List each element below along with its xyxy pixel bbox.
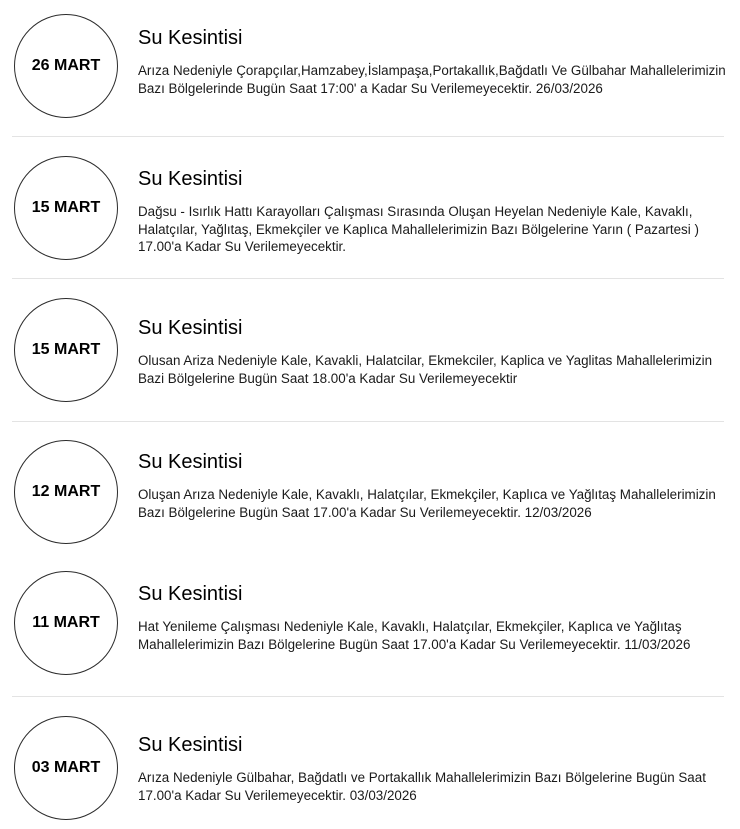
divider [12, 421, 724, 422]
divider [12, 136, 724, 137]
announcement-title[interactable]: Su Kesintisi [138, 583, 243, 605]
announcement-body: Hat Yenileme Çalışması Nedeniyle Kale, Kavaklı, Halatçılar, Ekmekçiler, Kaplıca ve Yağlıtaş Mahallelerimizin Bazı Bölgelerine Bugün Saat 17.00'a Kadar Su Verilemeyecektir. 11/03/2026 [138, 619, 691, 652]
date-badge: 15 MART [14, 298, 118, 402]
announcement-title[interactable]: Su Kesintisi [138, 317, 243, 339]
announcement-title[interactable]: Su Kesintisi [138, 451, 243, 473]
date-badge: 11 MART [14, 571, 118, 675]
announcement-content [138, 167, 728, 256]
announcement-content [138, 316, 728, 387]
announcement-body: Oluşan Arıza Nedeniyle Kale, Kavaklı, Halatçılar, Ekmekçiler, Kaplıca ve Yağlıtaş Mahallelerimizin Bazı Bölgelerine Bugün Saat 17.00'a Kadar Su Verilemeyecektir. 12/03/2026 [138, 487, 716, 520]
announcement-content [138, 26, 728, 97]
announcement-body: Arıza Nedeniyle Gülbahar, Bağdatlı ve Portakallık Mahallelerimizin Bazı Bölgelerine Bugün Saat 17.00'a Kadar Su Verilemeyecektir. 03/03/2026 [138, 770, 706, 803]
divider [12, 696, 724, 697]
announcement-body: Dağsu - Isırlık Hattı Karayolları Çalışması Sırasında Oluşan Heyelan Nedeniyle Kale, Kavaklı, Halatçılar, Yağlıtaş, Ekmekçiler ve Kaplıca Mahallelerimizin Bazı Bölgelerine Yarın ( Pazartesi ) 17.00'a Kadar Su Verilemeyecektir. [138, 204, 699, 254]
date-badge: 15 MART [14, 156, 118, 260]
divider [12, 278, 724, 279]
date-badge: 12 MART [14, 440, 118, 544]
announcement-content [138, 733, 728, 804]
announcement-body: Olusan Ariza Nedeniyle Kale, Kavakli, Halatcilar, Ekmekciler, Kaplica ve Yaglitas Mahallelerimizin Bazi Bölgelerine Bugün Saat 18.00'a Kadar Su Verilemeyecektir [138, 353, 713, 386]
announcement-title[interactable]: Su Kesintisi [138, 734, 243, 756]
announcement-content [138, 582, 728, 653]
announcement-title[interactable]: Su Kesintisi [138, 27, 243, 49]
announcement-content [138, 450, 728, 521]
date-badge: 03 MART [14, 716, 118, 820]
announcement-title[interactable]: Su Kesintisi [138, 168, 243, 190]
date-badge: 26 MART [14, 14, 118, 118]
announcement-body: Arıza Nedeniyle Çorapçılar,Hamzabey,İslampaşa,Portakallık,Bağdatlı Ve Gülbahar Mahallelerimizin Bazı Bölgelerinde Bugün Saat 17:00' a Kadar Su Verilemeyecektir. 26/03/2026 [138, 63, 726, 96]
